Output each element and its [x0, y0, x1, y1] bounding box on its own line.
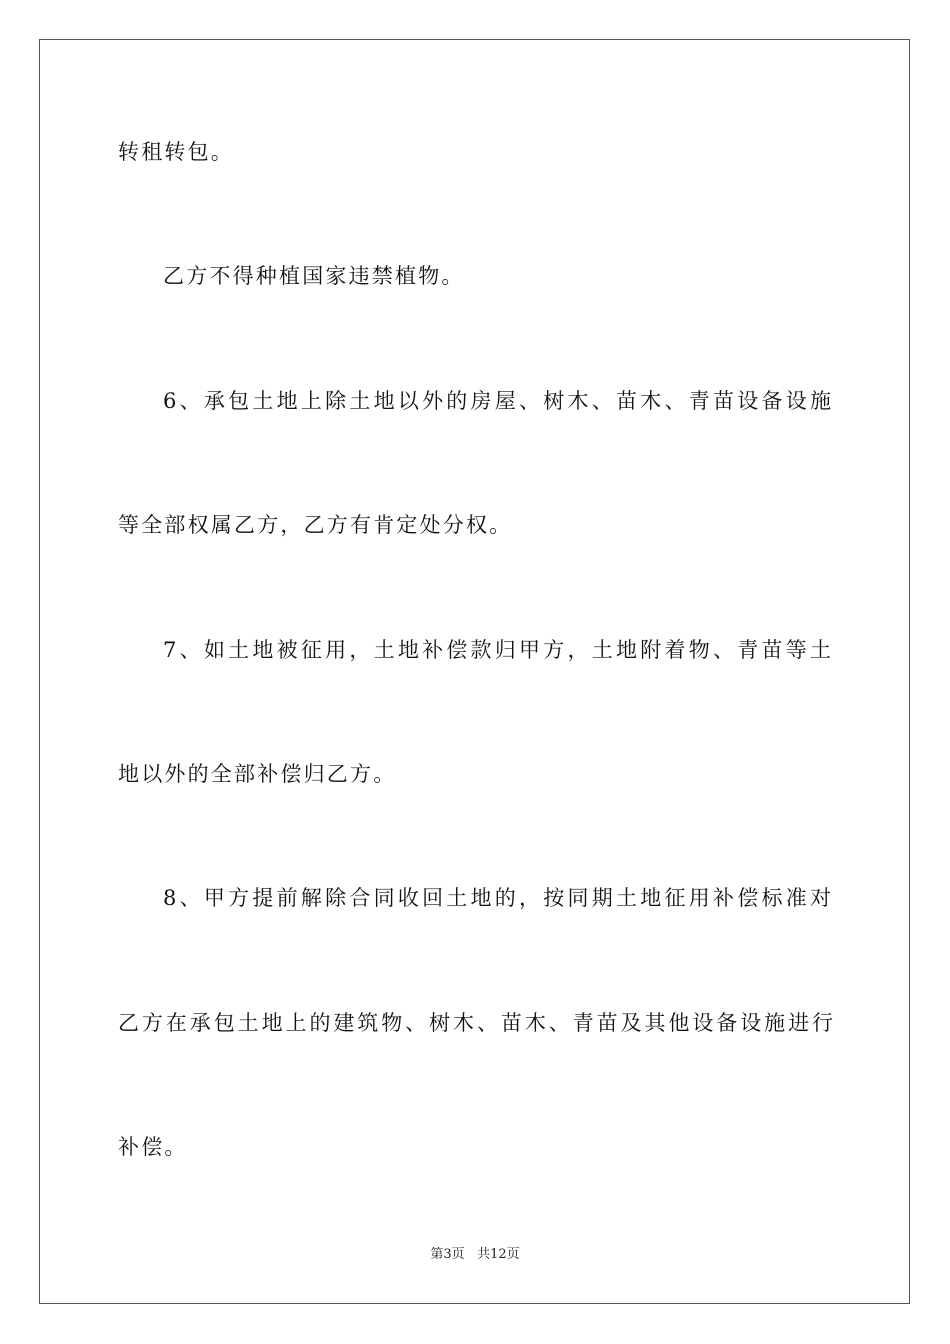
page-number: 第3页 — [430, 1247, 465, 1262]
paragraph-line: 等全部权属乙方，乙方有肯定处分权。 — [118, 513, 513, 537]
paragraph-line: 8、甲方提前解除合同收回土地的，按同期土地征用补偿标准对 — [163, 886, 831, 910]
page-footer — [0, 1246, 950, 1264]
paragraph-line: 7、如土地被征用，土地补偿款归甲方，土地附着物、青苗等土 — [163, 638, 831, 662]
paragraph-line: 补偿。 — [118, 1135, 188, 1159]
page-frame — [39, 39, 910, 1304]
paragraph-line: 乙方不得种植国家违禁植物。 — [163, 264, 465, 288]
paragraph-line: 6、承包土地上除土地以外的房屋、树木、苗木、青苗设备设施 — [163, 389, 831, 413]
paragraph-line: 地以外的全部补偿归乙方。 — [118, 762, 397, 786]
paragraph-line: 转租转包。 — [118, 140, 234, 164]
paragraph-line: 乙方在承包土地上的建筑物、树木、苗木、青苗及其他设备设施进行 — [118, 1011, 833, 1035]
page-total: 共12页 — [477, 1247, 520, 1262]
